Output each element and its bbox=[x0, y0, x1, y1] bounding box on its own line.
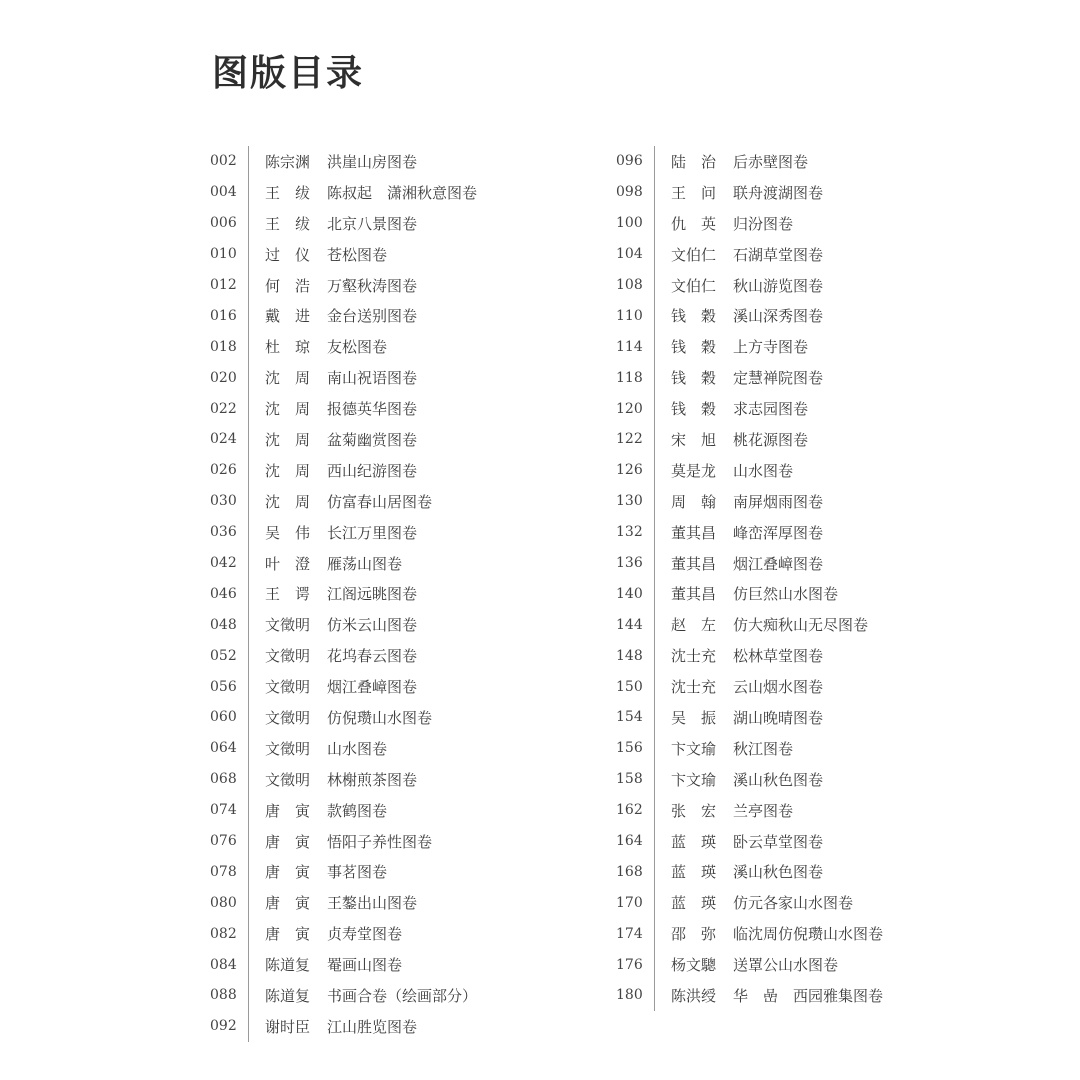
artwork-title: 洪崖山房图卷 bbox=[327, 152, 418, 171]
column-divider bbox=[248, 826, 249, 857]
toc-entry bbox=[210, 826, 477, 857]
toc-entry bbox=[210, 764, 477, 795]
column-divider bbox=[654, 640, 655, 671]
artist-name: 陈洪绶 bbox=[671, 986, 717, 1005]
toc-left-column bbox=[210, 146, 477, 1042]
page-number: 006 bbox=[210, 215, 237, 232]
toc-entry bbox=[616, 455, 883, 486]
toc-entry bbox=[616, 424, 883, 455]
page-number: 132 bbox=[616, 524, 643, 541]
page-number: 140 bbox=[616, 585, 643, 602]
column-divider bbox=[654, 548, 655, 579]
artwork-title: 秋山游览图卷 bbox=[733, 276, 824, 295]
page-number: 110 bbox=[616, 307, 643, 324]
column-divider bbox=[654, 733, 655, 764]
page-number: 022 bbox=[210, 400, 237, 417]
toc-entry bbox=[210, 887, 477, 918]
page-number: 082 bbox=[210, 925, 237, 942]
toc-entry bbox=[616, 486, 883, 517]
artist-name: 何 浩 bbox=[265, 276, 311, 295]
artwork-title: 长江万里图卷 bbox=[327, 523, 418, 542]
toc-entry bbox=[210, 239, 477, 270]
page-number: 088 bbox=[210, 987, 237, 1004]
page-number: 148 bbox=[616, 647, 643, 664]
column-divider bbox=[654, 578, 655, 609]
toc-entry bbox=[616, 918, 883, 949]
artist-name: 杨文驄 bbox=[671, 956, 717, 975]
column-divider bbox=[248, 362, 249, 393]
toc-entry bbox=[616, 795, 883, 826]
artist-name: 沈 周 bbox=[265, 400, 311, 419]
column-divider bbox=[248, 887, 249, 918]
page-number: 104 bbox=[616, 246, 643, 263]
artist-name: 宋 旭 bbox=[671, 430, 717, 449]
column-divider bbox=[248, 640, 249, 671]
page-number: 180 bbox=[616, 987, 643, 1004]
page-number: 046 bbox=[210, 585, 237, 602]
artwork-title: 事茗图卷 bbox=[327, 863, 388, 882]
page-number: 098 bbox=[616, 184, 643, 201]
toc-entry bbox=[616, 331, 883, 362]
column-divider bbox=[654, 455, 655, 486]
artist-name: 叶 澄 bbox=[265, 554, 311, 573]
artwork-title: 西山纪游图卷 bbox=[327, 461, 418, 480]
artwork-title: 山水图卷 bbox=[733, 461, 794, 480]
artist-name: 杜 琼 bbox=[265, 338, 311, 357]
artwork-title: 仿大痴秋山无尽图卷 bbox=[733, 616, 869, 635]
page-number: 068 bbox=[210, 771, 237, 788]
page-number: 150 bbox=[616, 678, 643, 695]
artist-name: 文徵明 bbox=[265, 770, 311, 789]
artwork-title: 万壑秋涛图卷 bbox=[327, 276, 418, 295]
artwork-title: 友松图卷 bbox=[327, 338, 388, 357]
artist-name: 钱 穀 bbox=[671, 400, 717, 419]
column-divider bbox=[654, 764, 655, 795]
artwork-title: 烟江叠嶂图卷 bbox=[327, 678, 418, 697]
artist-name: 赵 左 bbox=[671, 616, 717, 635]
artwork-title: 林榭煎茶图卷 bbox=[327, 770, 418, 789]
toc-entry bbox=[210, 609, 477, 640]
page-number: 052 bbox=[210, 647, 237, 664]
toc-entry bbox=[210, 733, 477, 764]
page-number: 100 bbox=[616, 215, 643, 232]
toc-entry bbox=[210, 980, 477, 1011]
artist-name: 唐 寅 bbox=[265, 925, 311, 944]
artist-name: 沈士充 bbox=[671, 678, 717, 697]
artist-name: 陆 治 bbox=[671, 152, 717, 171]
artist-name: 王 绂 bbox=[265, 183, 311, 202]
artist-name: 吴 伟 bbox=[265, 523, 311, 542]
column-divider bbox=[654, 239, 655, 270]
artist-name: 唐 寅 bbox=[265, 832, 311, 851]
artist-name: 过 仪 bbox=[265, 245, 311, 264]
artist-name: 仇 英 bbox=[671, 214, 717, 233]
artwork-title: 松林草堂图卷 bbox=[733, 647, 824, 666]
artwork-title: 陈叔起 潇湘秋意图卷 bbox=[327, 183, 478, 202]
toc-entry bbox=[616, 270, 883, 301]
artwork-title: 烟江叠嶂图卷 bbox=[733, 554, 824, 573]
page-number: 118 bbox=[616, 369, 643, 386]
artwork-title: 报德英华图卷 bbox=[327, 400, 418, 419]
artwork-title: 临沈周仿倪瓒山水图卷 bbox=[733, 925, 884, 944]
artwork-title: 雁荡山图卷 bbox=[327, 554, 403, 573]
artist-name: 卞文瑜 bbox=[671, 739, 717, 758]
artist-name: 沈士充 bbox=[671, 647, 717, 666]
column-divider bbox=[248, 980, 249, 1011]
artist-name: 邵 弥 bbox=[671, 925, 717, 944]
page-number: 064 bbox=[210, 740, 237, 757]
column-divider bbox=[654, 795, 655, 826]
page-number: 170 bbox=[616, 894, 643, 911]
artwork-title: 仿元各家山水图卷 bbox=[733, 894, 854, 913]
artwork-title: 卧云草堂图卷 bbox=[733, 832, 824, 851]
artist-name: 陈宗渊 bbox=[265, 152, 311, 171]
artist-name: 王 绂 bbox=[265, 214, 311, 233]
artist-name: 唐 寅 bbox=[265, 863, 311, 882]
artwork-title: 后赤壁图卷 bbox=[733, 152, 809, 171]
page-number: 030 bbox=[210, 493, 237, 510]
toc-entry bbox=[210, 918, 477, 949]
column-divider bbox=[654, 918, 655, 949]
toc-entry bbox=[210, 640, 477, 671]
column-divider bbox=[654, 393, 655, 424]
toc-entry bbox=[210, 331, 477, 362]
column-divider bbox=[248, 918, 249, 949]
toc-entry bbox=[616, 208, 883, 239]
page-number: 010 bbox=[210, 246, 237, 263]
page-number: 078 bbox=[210, 863, 237, 880]
artist-name: 钱 穀 bbox=[671, 307, 717, 326]
artwork-title: 定慧禅院图卷 bbox=[733, 369, 824, 388]
artist-name: 周 翰 bbox=[671, 492, 717, 511]
toc-entry bbox=[210, 393, 477, 424]
toc-entry bbox=[616, 702, 883, 733]
toc-entry bbox=[210, 671, 477, 702]
artwork-title: 溪山秋色图卷 bbox=[733, 770, 824, 789]
toc-entry bbox=[616, 578, 883, 609]
artist-name: 谢时臣 bbox=[265, 1017, 311, 1036]
column-divider bbox=[654, 362, 655, 393]
toc-entry bbox=[616, 733, 883, 764]
column-divider bbox=[654, 609, 655, 640]
toc-entry bbox=[210, 300, 477, 331]
page-number: 096 bbox=[616, 153, 643, 170]
toc-right-column bbox=[616, 146, 883, 1011]
column-divider bbox=[654, 331, 655, 362]
column-divider bbox=[654, 146, 655, 177]
artwork-title: 上方寺图卷 bbox=[733, 338, 809, 357]
page-number: 004 bbox=[210, 184, 237, 201]
toc-entry bbox=[210, 177, 477, 208]
artwork-title: 溪山深秀图卷 bbox=[733, 307, 824, 326]
artist-name: 文伯仁 bbox=[671, 276, 717, 295]
page-number: 042 bbox=[210, 555, 237, 572]
column-divider bbox=[654, 270, 655, 301]
page-title: 图版目录 bbox=[212, 52, 365, 94]
artist-name: 文伯仁 bbox=[671, 245, 717, 264]
artwork-title: 云山烟水图卷 bbox=[733, 678, 824, 697]
toc-entry bbox=[616, 640, 883, 671]
page-number: 156 bbox=[616, 740, 643, 757]
column-divider bbox=[248, 733, 249, 764]
artwork-title: 仿富春山居图卷 bbox=[327, 492, 433, 511]
toc-entry bbox=[616, 146, 883, 177]
page-number: 074 bbox=[210, 802, 237, 819]
page-number: 024 bbox=[210, 431, 237, 448]
artwork-title: 秋江图卷 bbox=[733, 739, 794, 758]
page-number: 020 bbox=[210, 369, 237, 386]
column-divider bbox=[248, 393, 249, 424]
artist-name: 蓝 瑛 bbox=[671, 863, 717, 882]
page-number: 016 bbox=[210, 307, 237, 324]
artwork-title: 盆菊幽赏图卷 bbox=[327, 430, 418, 449]
page-number: 056 bbox=[210, 678, 237, 695]
toc-entry bbox=[616, 887, 883, 918]
column-divider bbox=[248, 671, 249, 702]
page-number: 084 bbox=[210, 956, 237, 973]
artwork-title: 罨画山图卷 bbox=[327, 956, 403, 975]
column-divider bbox=[654, 517, 655, 548]
toc-entry bbox=[616, 826, 883, 857]
column-divider bbox=[654, 671, 655, 702]
artist-name: 沈 周 bbox=[265, 369, 311, 388]
artist-name: 王 问 bbox=[671, 183, 717, 202]
page-number: 174 bbox=[616, 925, 643, 942]
artist-name: 沈 周 bbox=[265, 461, 311, 480]
column-divider bbox=[248, 548, 249, 579]
artist-name: 戴 进 bbox=[265, 307, 311, 326]
page-number: 122 bbox=[616, 431, 643, 448]
artwork-title: 悟阳子养性图卷 bbox=[327, 832, 433, 851]
artist-name: 文徵明 bbox=[265, 678, 311, 697]
toc-entry bbox=[210, 856, 477, 887]
artist-name: 钱 穀 bbox=[671, 369, 717, 388]
artwork-title: 贞寿堂图卷 bbox=[327, 925, 403, 944]
column-divider bbox=[654, 980, 655, 1011]
page-number: 012 bbox=[210, 277, 237, 293]
column-divider bbox=[248, 1011, 249, 1042]
column-divider bbox=[248, 609, 249, 640]
toc-entry bbox=[210, 578, 477, 609]
artwork-title: 仿米云山图卷 bbox=[327, 616, 418, 635]
page-number: 126 bbox=[616, 462, 643, 479]
artist-name: 文徵明 bbox=[265, 616, 311, 635]
column-divider bbox=[248, 239, 249, 270]
artwork-title: 联舟渡湖图卷 bbox=[733, 183, 824, 202]
column-divider bbox=[654, 300, 655, 331]
toc-entry bbox=[616, 362, 883, 393]
page-number: 144 bbox=[616, 616, 643, 633]
column-divider bbox=[654, 702, 655, 733]
toc-entry bbox=[210, 486, 477, 517]
page-number: 120 bbox=[616, 400, 643, 417]
toc-entry bbox=[210, 270, 477, 301]
column-divider bbox=[248, 486, 249, 517]
artist-name: 董其昌 bbox=[671, 523, 717, 542]
artwork-title: 金台送别图卷 bbox=[327, 307, 418, 326]
toc-entry bbox=[616, 548, 883, 579]
toc-entry bbox=[616, 764, 883, 795]
column-divider bbox=[654, 208, 655, 239]
artwork-title: 南屏烟雨图卷 bbox=[733, 492, 824, 511]
column-divider bbox=[654, 949, 655, 980]
column-divider bbox=[248, 146, 249, 177]
page-number: 080 bbox=[210, 894, 237, 911]
column-divider bbox=[248, 702, 249, 733]
toc-entry bbox=[210, 455, 477, 486]
artwork-title: 峰峦浑厚图卷 bbox=[733, 523, 824, 542]
artist-name: 卞文瑜 bbox=[671, 770, 717, 789]
column-divider bbox=[248, 270, 249, 301]
page-number: 026 bbox=[210, 462, 237, 479]
column-divider bbox=[248, 949, 249, 980]
artwork-title: 款鹤图卷 bbox=[327, 801, 388, 820]
artwork-title: 归汾图卷 bbox=[733, 214, 794, 233]
artist-name: 文徵明 bbox=[265, 647, 311, 666]
toc-entry bbox=[210, 362, 477, 393]
page-number: 048 bbox=[210, 616, 237, 633]
artist-name: 唐 寅 bbox=[265, 801, 311, 820]
toc-entry bbox=[210, 702, 477, 733]
page-number: 114 bbox=[616, 338, 643, 355]
artist-name: 莫是龙 bbox=[671, 461, 717, 480]
toc-entry bbox=[616, 856, 883, 887]
artist-name: 钱 穀 bbox=[671, 338, 717, 357]
column-divider bbox=[654, 486, 655, 517]
toc-entry bbox=[210, 548, 477, 579]
artist-name: 董其昌 bbox=[671, 554, 717, 573]
artwork-title: 溪山秋色图卷 bbox=[733, 863, 824, 882]
artist-name: 吴 振 bbox=[671, 708, 717, 727]
toc-entry bbox=[616, 671, 883, 702]
page-number: 176 bbox=[616, 956, 643, 973]
artwork-title: 华 嵒 西园雅集图卷 bbox=[733, 986, 884, 1005]
artist-name: 沈 周 bbox=[265, 430, 311, 449]
toc-entry bbox=[210, 1011, 477, 1042]
artist-name: 王 谔 bbox=[265, 585, 311, 604]
artwork-title: 苍松图卷 bbox=[327, 245, 388, 264]
column-divider bbox=[654, 424, 655, 455]
column-divider bbox=[654, 856, 655, 887]
toc-entry bbox=[210, 146, 477, 177]
toc-entry bbox=[616, 300, 883, 331]
artwork-title: 江阁远眺图卷 bbox=[327, 585, 418, 604]
toc-entry bbox=[210, 949, 477, 980]
column-divider bbox=[248, 795, 249, 826]
page-number: 158 bbox=[616, 771, 643, 788]
page-number: 092 bbox=[210, 1018, 237, 1035]
artist-name: 陈道复 bbox=[265, 986, 311, 1005]
column-divider bbox=[248, 856, 249, 887]
toc-entry bbox=[616, 609, 883, 640]
column-divider bbox=[248, 424, 249, 455]
artwork-title: 北京八景图卷 bbox=[327, 214, 418, 233]
page-number: 002 bbox=[210, 153, 237, 170]
artist-name: 陈道复 bbox=[265, 956, 311, 975]
artwork-title: 仿倪瓒山水图卷 bbox=[327, 708, 433, 727]
page-number: 130 bbox=[616, 493, 643, 510]
artwork-title: 送罩公山水图卷 bbox=[733, 956, 839, 975]
artwork-title: 南山祝语图卷 bbox=[327, 369, 418, 388]
page-number: 036 bbox=[210, 524, 237, 541]
artwork-title: 仿巨然山水图卷 bbox=[733, 585, 839, 604]
toc-entry bbox=[210, 517, 477, 548]
column-divider bbox=[248, 764, 249, 795]
artwork-title: 求志园图卷 bbox=[733, 400, 809, 419]
column-divider bbox=[248, 517, 249, 548]
toc-entry bbox=[616, 949, 883, 980]
column-divider bbox=[248, 455, 249, 486]
page-number: 018 bbox=[210, 338, 237, 355]
page-number: 168 bbox=[616, 863, 643, 880]
page-number: 108 bbox=[616, 277, 643, 293]
artist-name: 蓝 瑛 bbox=[671, 894, 717, 913]
toc-entry bbox=[616, 177, 883, 208]
toc-entry bbox=[616, 239, 883, 270]
page-number: 162 bbox=[616, 802, 643, 819]
page-number: 164 bbox=[616, 833, 643, 850]
artwork-title: 江山胜览图卷 bbox=[327, 1017, 418, 1036]
artist-name: 文徵明 bbox=[265, 708, 311, 727]
page-number: 136 bbox=[616, 555, 643, 572]
artist-name: 唐 寅 bbox=[265, 894, 311, 913]
toc-entry bbox=[616, 517, 883, 548]
artist-name: 沈 周 bbox=[265, 492, 311, 511]
column-divider bbox=[654, 826, 655, 857]
toc-entry bbox=[210, 795, 477, 826]
artist-name: 蓝 瑛 bbox=[671, 832, 717, 851]
artist-name: 文徵明 bbox=[265, 739, 311, 758]
artwork-title: 山水图卷 bbox=[327, 739, 388, 758]
page-number: 060 bbox=[210, 709, 237, 726]
artwork-title: 兰亭图卷 bbox=[733, 801, 794, 820]
artwork-title: 王鏊出山图卷 bbox=[327, 894, 418, 913]
column-divider bbox=[248, 331, 249, 362]
artwork-title: 花坞春云图卷 bbox=[327, 647, 418, 666]
column-divider bbox=[248, 208, 249, 239]
artist-name: 张 宏 bbox=[671, 801, 717, 820]
page-number: 154 bbox=[616, 709, 643, 726]
column-divider bbox=[248, 177, 249, 208]
toc-entry bbox=[616, 393, 883, 424]
toc-entry bbox=[210, 424, 477, 455]
artwork-title: 桃花源图卷 bbox=[733, 430, 809, 449]
artist-name: 董其昌 bbox=[671, 585, 717, 604]
artwork-title: 书画合卷（绘画部分） bbox=[327, 986, 478, 1005]
page-number: 076 bbox=[210, 833, 237, 850]
column-divider bbox=[654, 177, 655, 208]
column-divider bbox=[654, 887, 655, 918]
artwork-title: 石湖草堂图卷 bbox=[733, 245, 824, 264]
toc-entry bbox=[210, 208, 477, 239]
toc-entry bbox=[616, 980, 883, 1011]
artwork-title: 湖山晚晴图卷 bbox=[733, 708, 824, 727]
column-divider bbox=[248, 300, 249, 331]
column-divider bbox=[248, 578, 249, 609]
